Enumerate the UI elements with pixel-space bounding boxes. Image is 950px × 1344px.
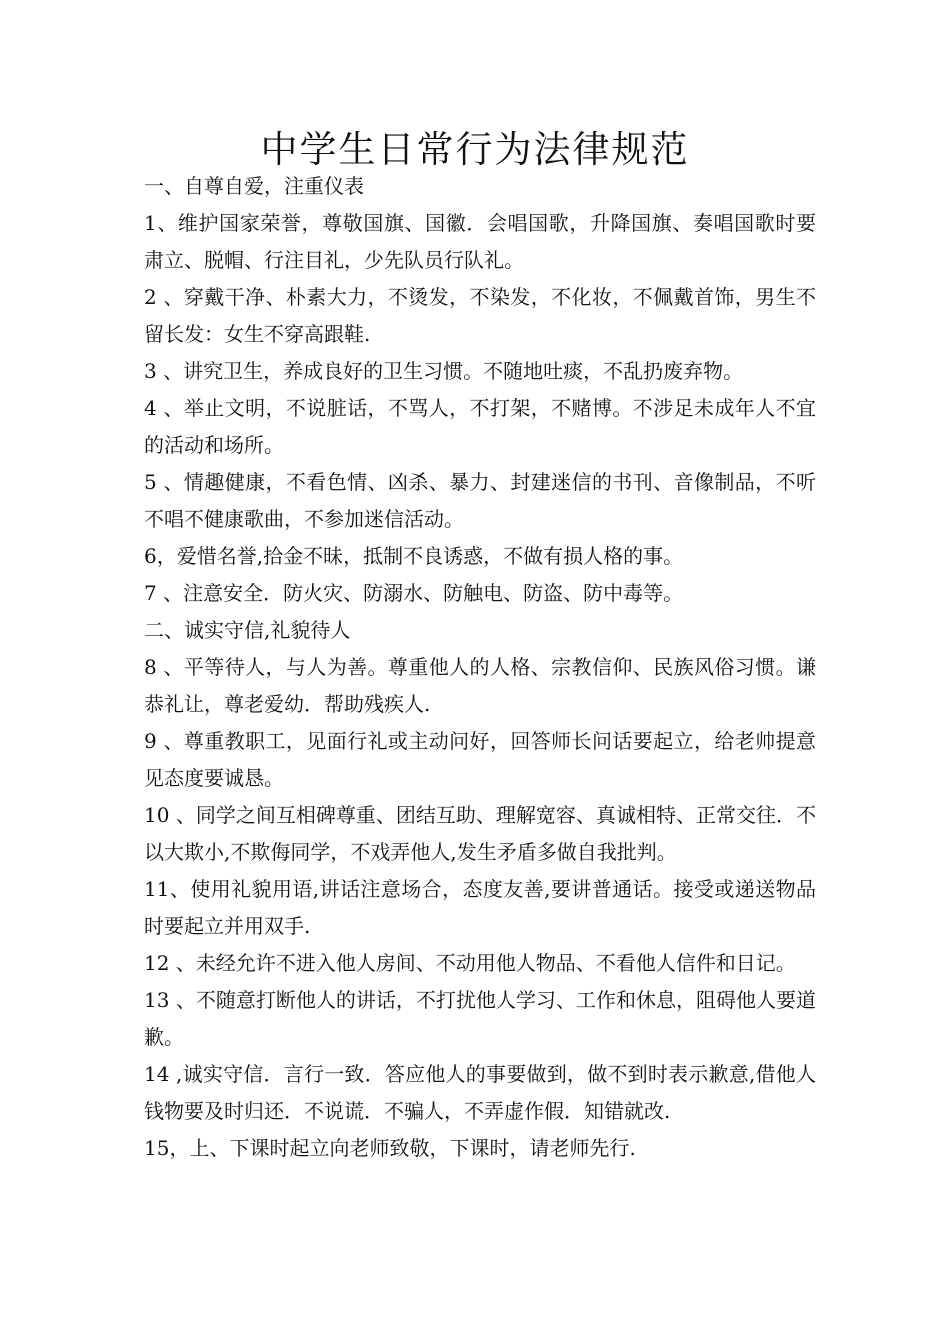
- rule-item-10: 10 、同学之间互相碑尊重、团结互助、理解宽容、真诚相特、正常交往．不以大欺小,不欺侮同学，不戏弄他人,发生矛盾多做自我批判。: [144, 803, 816, 864]
- document-body: [144, 168, 816, 1167]
- rule-item-4: 4 、举止文明，不说脏话，不骂人，不打架，不赌博。不涉足未成年人不宜的活动和场所。: [144, 396, 816, 457]
- rule-item-12: 12 、未经允许不进入他人房间、不动用他人物品、不看他人信件和日记。: [144, 951, 796, 975]
- rule-item-11: 11、使用礼貌用语,讲话注意场合，态度友善,要讲普通话。接受或递送物品时要起立并用双手.: [144, 877, 816, 938]
- rule-item-9: 9 、尊重教职工，见面行礼或主动问好，回答师长问话要起立，给老帅提意见态度要诚恳。: [144, 729, 816, 790]
- rule-item-1: 1、维护国家荣誉，尊敬国旗、国徽．会唱国歌，升降国旗、奏唱国歌时要肃立、脱帽、行注目礼，少先队员行队礼。: [144, 211, 816, 272]
- rule-item-15: 15，上、下课时起立向老师致敬，下课时，请老师先行.: [144, 1136, 636, 1160]
- rule-item-2: 2 、穿戴干净、朴素大力，不烫发，不染发，不化妆，不佩戴首饰，男生不留长发：女生不穿高跟鞋.: [144, 285, 816, 346]
- section-heading-1: 一、自尊自爱，注重仪表: [144, 174, 364, 198]
- rule-item-3: 3 、讲究卫生，养成良好的卫生习惯。不随地吐痰，不乱扔废弃物。: [144, 359, 744, 383]
- section-heading-2: 二、诚实守信,礼貌待人: [144, 618, 351, 642]
- rule-item-6: 6，爱惜名誉,拾金不昧，抵制不良诱惑，不做有损人格的事。: [144, 544, 684, 568]
- page-title: 中学生日常行为法律规范: [260, 128, 690, 171]
- rule-item-14: 14 ,诚实守信．言行一致．答应他人的事要做到，做不到时表示歉意,借他人钱物要及时归还．不说谎．不骗人，不弄虚作假．知错就改.: [144, 1062, 816, 1123]
- rule-item-8: 8 、平等待人，与人为善。尊重他人的人格、宗教信仰、民族风俗习惯。谦恭礼让，尊老爱幼．帮助残疾人.: [144, 655, 816, 716]
- rule-item-7: 7 、注意安全．防火灾、防溺水、防触电、防盗、防中毒等。: [144, 581, 684, 605]
- rule-item-13: 13 、不随意打断他人的讲话，不打扰他人学习、工作和休息，阻碍他人要道歉。: [144, 988, 816, 1049]
- rule-item-5: 5 、情趣健康，不看色情、凶杀、暴力、封建迷信的书刊、音像制品，不听不唱不健康歌曲，不参加迷信活动。: [144, 470, 816, 531]
